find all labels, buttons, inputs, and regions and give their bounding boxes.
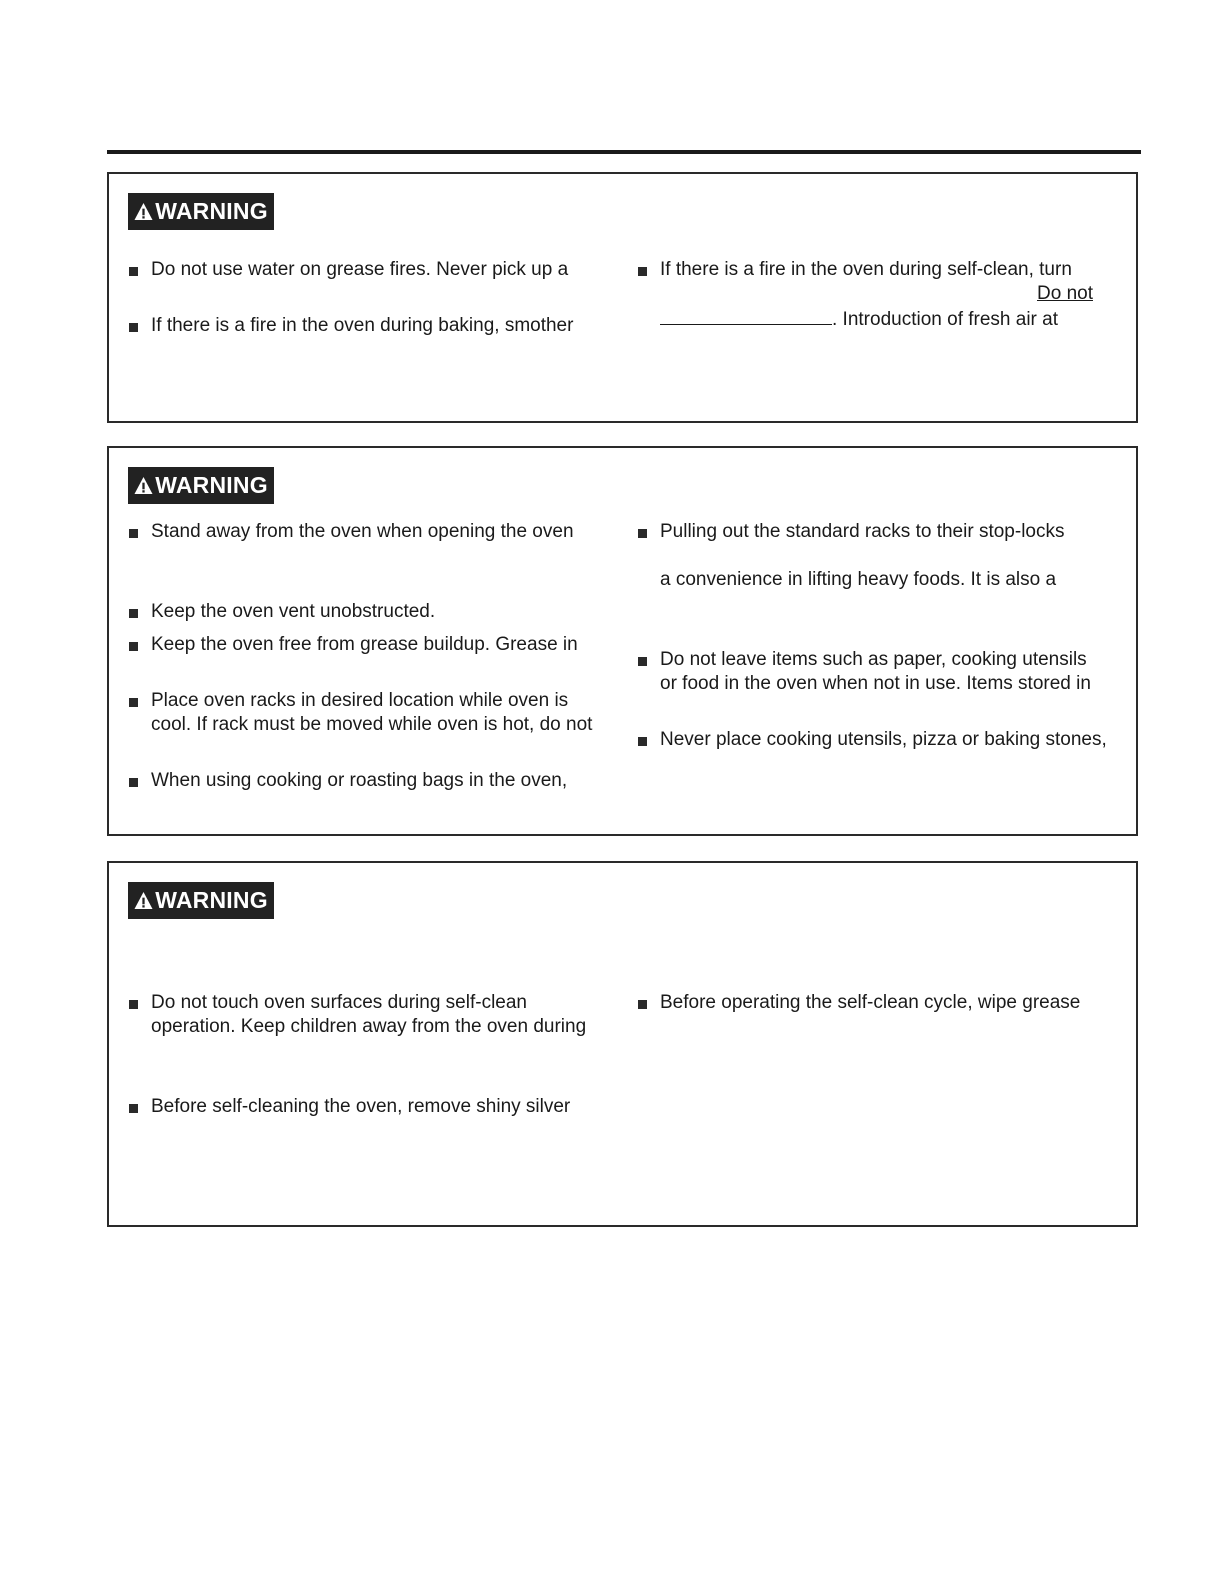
bullet xyxy=(129,698,138,707)
bullet xyxy=(638,737,647,746)
list-item: Do not use water on grease fires. Never pick up a xyxy=(151,259,569,280)
warning-triangle-icon xyxy=(134,202,153,221)
bullet xyxy=(638,1000,647,1009)
bullet xyxy=(129,1104,138,1113)
warning-badge xyxy=(128,193,274,230)
bullet xyxy=(638,657,647,666)
warning-box-self-clean xyxy=(107,861,1138,1227)
list-item: If there is a fire in the oven during self-clean, turn Do not . Introduction of fresh air at xyxy=(660,259,1093,330)
warning-triangle-icon xyxy=(134,476,153,495)
bullet xyxy=(129,323,138,332)
list-item: Keep the oven vent unobstructed. xyxy=(151,601,436,622)
warning-box-fire xyxy=(107,172,1138,423)
bullet xyxy=(638,529,647,538)
bullet xyxy=(129,529,138,538)
header-rule xyxy=(107,150,1141,154)
bullet xyxy=(129,642,138,651)
list-item: Before operating the self-clean cycle, wipe grease xyxy=(660,992,1081,1013)
warning-box-oven-use xyxy=(107,446,1138,836)
warning-triangle-icon xyxy=(134,891,153,910)
list-item: Place oven racks in desired location while oven is cool. If rack must be moved while oven is hot, do not xyxy=(151,690,593,735)
list-item: Keep the oven free from grease buildup. Grease in xyxy=(151,634,578,655)
blank-line xyxy=(660,306,832,325)
warning-label: WARNING xyxy=(155,887,268,913)
list-item: Before self-cleaning the oven, remove shiny silver xyxy=(151,1096,571,1117)
warning-label: WARNING xyxy=(155,472,268,498)
list-item: Stand away from the oven when opening the oven xyxy=(151,521,574,542)
bullet xyxy=(129,1000,138,1009)
warning-badge xyxy=(128,882,274,919)
bullet xyxy=(129,267,138,276)
list-item: When using cooking or roasting bags in the oven, xyxy=(151,770,568,791)
list-item: Do not touch oven surfaces during self-clean operation. Keep children away from the oven during xyxy=(151,992,587,1037)
bullet xyxy=(129,609,138,618)
warning-badge xyxy=(128,467,274,504)
list-item: Pulling out the standard racks to their stop-locks a convenience in lifting heavy foods. It is also a xyxy=(660,521,1065,590)
bullet xyxy=(129,778,138,787)
bullet xyxy=(638,267,647,276)
warning-label: WARNING xyxy=(155,198,268,224)
list-item: Never place cooking utensils, pizza or baking stones, xyxy=(660,729,1107,750)
list-item: If there is a fire in the oven during baking, smother xyxy=(151,315,574,336)
list-item: Do not leave items such as paper, cooking utensils or food in the oven when not in use. Items stored in xyxy=(660,649,1091,694)
